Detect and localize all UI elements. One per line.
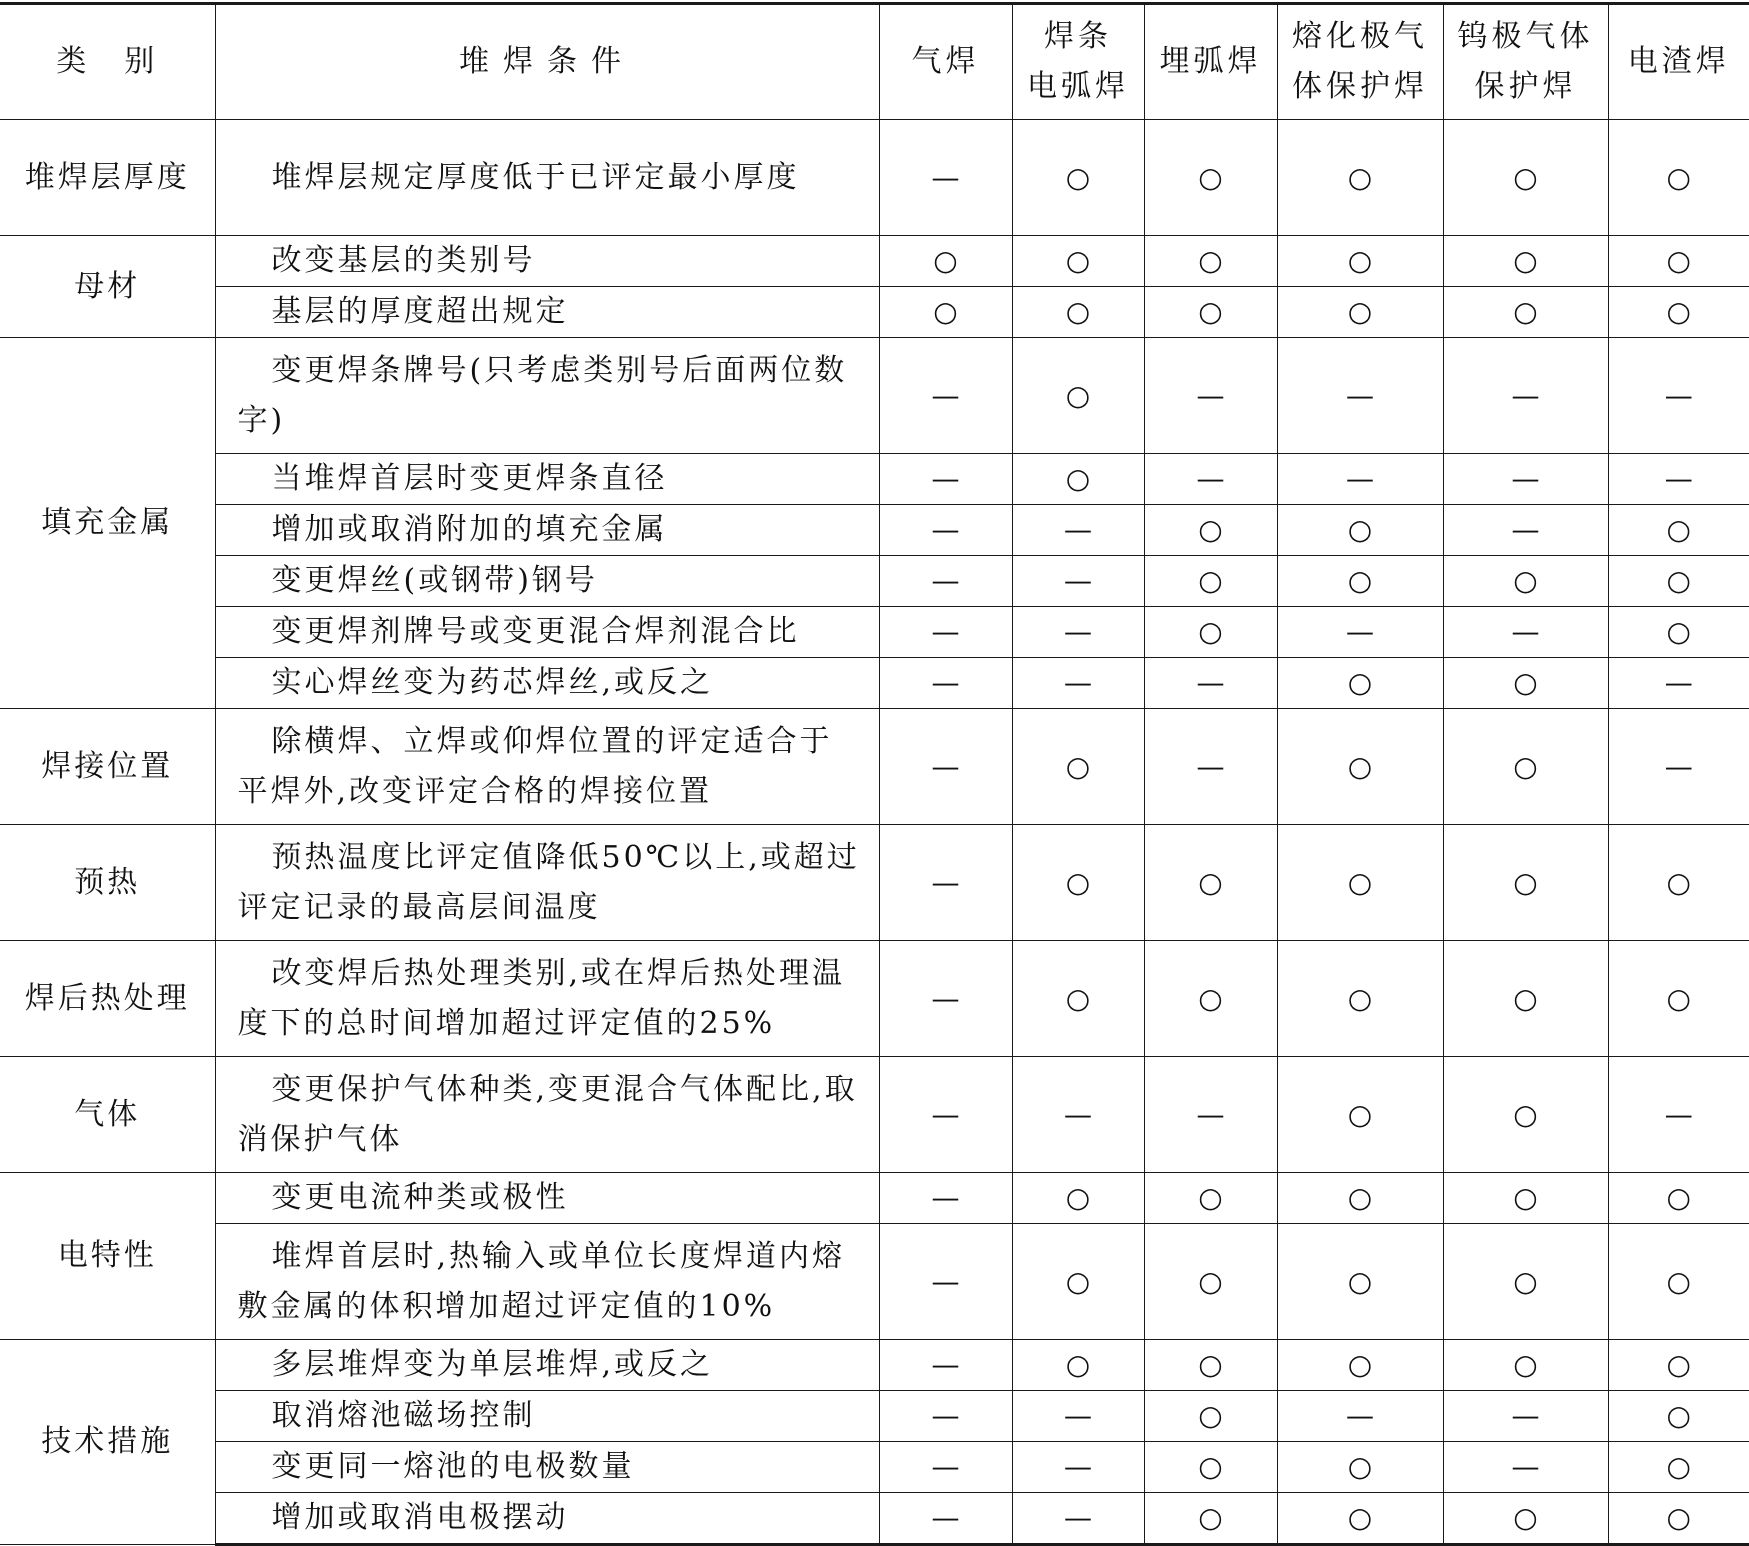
mark-cell: — (1608, 454, 1749, 505)
header-process: 电渣焊 (1608, 4, 1749, 120)
mark-cell: ○ (1443, 1224, 1608, 1340)
table-row (0, 1224, 1749, 1340)
table-row (0, 1442, 1749, 1493)
table-row (0, 941, 1749, 1057)
mark-cell: ○ (1277, 236, 1443, 287)
condition-cell: 取消熔池磁场控制 (215, 1391, 879, 1442)
mark-cell: — (1012, 658, 1144, 709)
category-cell: 焊后热处理 (0, 941, 215, 1057)
mark-cell: ○ (1144, 120, 1277, 236)
mark-cell: — (1277, 607, 1443, 658)
header-category: 类 别 (0, 4, 215, 120)
mark-cell: — (1144, 709, 1277, 825)
mark-cell: — (1277, 1391, 1443, 1442)
mark-cell: ○ (1012, 454, 1144, 505)
mark-cell: ○ (1277, 505, 1443, 556)
mark-cell: — (1608, 338, 1749, 454)
mark-cell: ○ (1144, 505, 1277, 556)
mark-cell: ○ (1144, 287, 1277, 338)
mark-cell: ○ (1443, 709, 1608, 825)
mark-cell: ○ (1144, 607, 1277, 658)
mark-cell: — (1144, 1057, 1277, 1173)
mark-cell: ○ (1012, 1224, 1144, 1340)
mark-cell: — (879, 1224, 1012, 1340)
table-row (0, 1057, 1749, 1173)
table-row (0, 236, 1749, 287)
mark-cell: ○ (1277, 1340, 1443, 1391)
mark-cell: ○ (1277, 556, 1443, 607)
mark-cell: — (879, 1173, 1012, 1224)
table-row (0, 825, 1749, 941)
table-row (0, 287, 1749, 338)
table-body (0, 120, 1749, 1545)
mark-cell: ○ (1443, 825, 1608, 941)
mark-cell: — (1144, 454, 1277, 505)
mark-cell: — (1443, 607, 1608, 658)
header-condition: 堆焊条件 (215, 4, 879, 120)
category-cell: 焊接位置 (0, 709, 215, 825)
table-row (0, 556, 1749, 607)
condition-cell: 变更保护气体种类,变更混合气体配比,取消保护气体 (215, 1057, 879, 1173)
category-cell: 气体 (0, 1057, 215, 1173)
condition-cell: 改变基层的类别号 (215, 236, 879, 287)
mark-cell: ○ (1443, 236, 1608, 287)
mark-cell: ○ (1608, 1340, 1749, 1391)
mark-cell: — (1012, 607, 1144, 658)
mark-cell: ○ (1144, 1173, 1277, 1224)
mark-cell: ○ (1608, 236, 1749, 287)
mark-cell: — (879, 1057, 1012, 1173)
mark-cell: — (879, 658, 1012, 709)
mark-cell: ○ (1608, 287, 1749, 338)
mark-cell: ○ (1144, 236, 1277, 287)
condition-cell: 堆焊层规定厚度低于已评定最小厚度 (215, 120, 879, 236)
mark-cell: — (1443, 1442, 1608, 1493)
mark-cell: ○ (1277, 287, 1443, 338)
mark-cell: — (1012, 1057, 1144, 1173)
table-row (0, 607, 1749, 658)
table-row (0, 454, 1749, 505)
welding-conditions-table (0, 2, 1749, 1546)
mark-cell: — (879, 556, 1012, 607)
mark-cell: — (879, 505, 1012, 556)
condition-cell: 除横焊、立焊或仰焊位置的评定适合于平焊外,改变评定合格的焊接位置 (215, 709, 879, 825)
mark-cell: — (1144, 338, 1277, 454)
condition-cell: 变更焊剂牌号或变更混合焊剂混合比 (215, 607, 879, 658)
mark-cell: — (879, 709, 1012, 825)
condition-cell: 变更同一熔池的电极数量 (215, 1442, 879, 1493)
condition-cell: 当堆焊首层时变更焊条直径 (215, 454, 879, 505)
header-process: 焊条 电弧焊 (1012, 4, 1144, 120)
mark-cell: ○ (1608, 941, 1749, 1057)
mark-cell: — (1443, 1391, 1608, 1442)
mark-cell: — (1608, 658, 1749, 709)
condition-cell: 实心焊丝变为药芯焊丝,或反之 (215, 658, 879, 709)
mark-cell: ○ (1144, 1391, 1277, 1442)
mark-cell: — (1443, 505, 1608, 556)
mark-cell: — (1012, 1442, 1144, 1493)
condition-cell: 基层的厚度超出规定 (215, 287, 879, 338)
mark-cell: ○ (1443, 1493, 1608, 1545)
mark-cell: ○ (1443, 1173, 1608, 1224)
mark-cell: ○ (1144, 1442, 1277, 1493)
mark-cell: ○ (1277, 709, 1443, 825)
mark-cell: ○ (1277, 658, 1443, 709)
mark-cell: ○ (1144, 825, 1277, 941)
mark-cell: ○ (1012, 120, 1144, 236)
mark-cell: — (879, 825, 1012, 941)
mark-cell: ○ (1277, 1057, 1443, 1173)
mark-cell: — (879, 1391, 1012, 1442)
mark-cell: ○ (1012, 941, 1144, 1057)
mark-cell: — (1443, 338, 1608, 454)
condition-cell: 增加或取消电极摆动 (215, 1493, 879, 1545)
mark-cell: — (879, 1493, 1012, 1545)
mark-cell: — (1012, 1493, 1144, 1545)
category-cell: 技术措施 (0, 1340, 215, 1545)
mark-cell: ○ (879, 236, 1012, 287)
mark-cell: ○ (1608, 1173, 1749, 1224)
mark-cell: ○ (1277, 1224, 1443, 1340)
mark-cell: ○ (1608, 1442, 1749, 1493)
mark-cell: ○ (1608, 505, 1749, 556)
mark-cell: ○ (879, 287, 1012, 338)
category-cell: 堆焊层厚度 (0, 120, 215, 236)
mark-cell: ○ (1277, 1493, 1443, 1545)
condition-cell: 多层堆焊变为单层堆焊,或反之 (215, 1340, 879, 1391)
table-row (0, 120, 1749, 236)
mark-cell: ○ (1608, 120, 1749, 236)
condition-cell: 堆焊首层时,热输入或单位长度焊道内熔敷金属的体积增加超过评定值的10% (215, 1224, 879, 1340)
mark-cell: ○ (1012, 1340, 1144, 1391)
mark-cell: — (879, 607, 1012, 658)
mark-cell: ○ (1608, 556, 1749, 607)
mark-cell: ○ (1144, 1493, 1277, 1545)
condition-cell: 变更电流种类或极性 (215, 1173, 879, 1224)
mark-cell: ○ (1012, 1173, 1144, 1224)
table-row (0, 1173, 1749, 1224)
condition-cell: 改变焊后热处理类别,或在焊后热处理温度下的总时间增加超过评定值的25% (215, 941, 879, 1057)
mark-cell: — (1144, 658, 1277, 709)
header-process: 埋弧焊 (1144, 4, 1277, 120)
mark-cell: ○ (1144, 941, 1277, 1057)
mark-cell: — (1608, 709, 1749, 825)
mark-cell: — (879, 1442, 1012, 1493)
mark-cell: ○ (1144, 1224, 1277, 1340)
mark-cell: ○ (1277, 1173, 1443, 1224)
mark-cell: — (879, 120, 1012, 236)
mark-cell: ○ (1608, 825, 1749, 941)
mark-cell: ○ (1277, 120, 1443, 236)
category-cell: 预热 (0, 825, 215, 941)
condition-cell: 变更焊条牌号(只考虑类别号后面两位数字) (215, 338, 879, 454)
category-cell: 电特性 (0, 1173, 215, 1340)
category-cell: 填充金属 (0, 338, 215, 709)
mark-cell: ○ (1608, 1224, 1749, 1340)
mark-cell: — (1608, 1057, 1749, 1173)
header-process: 熔化极气 体保护焊 (1277, 4, 1443, 120)
table-row (0, 1493, 1749, 1545)
mark-cell: — (1277, 454, 1443, 505)
mark-cell: ○ (1144, 556, 1277, 607)
mark-cell: — (1012, 556, 1144, 607)
mark-cell: ○ (1608, 607, 1749, 658)
mark-cell: — (1277, 338, 1443, 454)
condition-cell: 预热温度比评定值降低50℃以上,或超过评定记录的最高层间温度 (215, 825, 879, 941)
table-row (0, 1391, 1749, 1442)
mark-cell: ○ (1443, 556, 1608, 607)
mark-cell: ○ (1443, 1340, 1608, 1391)
mark-cell: ○ (1608, 1493, 1749, 1545)
mark-cell: — (1443, 454, 1608, 505)
mark-cell: ○ (1443, 120, 1608, 236)
mark-cell: ○ (1277, 941, 1443, 1057)
header-row (0, 4, 1749, 120)
mark-cell: ○ (1443, 1057, 1608, 1173)
mark-cell: — (879, 454, 1012, 505)
table-row (0, 709, 1749, 825)
table-row (0, 338, 1749, 454)
mark-cell: ○ (1277, 1442, 1443, 1493)
mark-cell: — (879, 1340, 1012, 1391)
mark-cell: — (1012, 505, 1144, 556)
header-process: 气焊 (879, 4, 1012, 120)
mark-cell: — (879, 338, 1012, 454)
mark-cell: ○ (1012, 236, 1144, 287)
mark-cell: ○ (1144, 1340, 1277, 1391)
mark-cell: ○ (1012, 709, 1144, 825)
mark-cell: ○ (1277, 825, 1443, 941)
mark-cell: ○ (1012, 287, 1144, 338)
mark-cell: — (1012, 1391, 1144, 1442)
condition-cell: 增加或取消附加的填充金属 (215, 505, 879, 556)
table-row (0, 505, 1749, 556)
mark-cell: ○ (1608, 1391, 1749, 1442)
header-process: 钨极气体 保护焊 (1443, 4, 1608, 120)
table-row (0, 1340, 1749, 1391)
mark-cell: ○ (1012, 338, 1144, 454)
mark-cell: ○ (1012, 825, 1144, 941)
mark-cell: ○ (1443, 658, 1608, 709)
condition-cell: 变更焊丝(或钢带)钢号 (215, 556, 879, 607)
category-cell: 母材 (0, 236, 215, 338)
table-row (0, 658, 1749, 709)
mark-cell: ○ (1443, 287, 1608, 338)
mark-cell: ○ (1443, 941, 1608, 1057)
mark-cell: — (879, 941, 1012, 1057)
